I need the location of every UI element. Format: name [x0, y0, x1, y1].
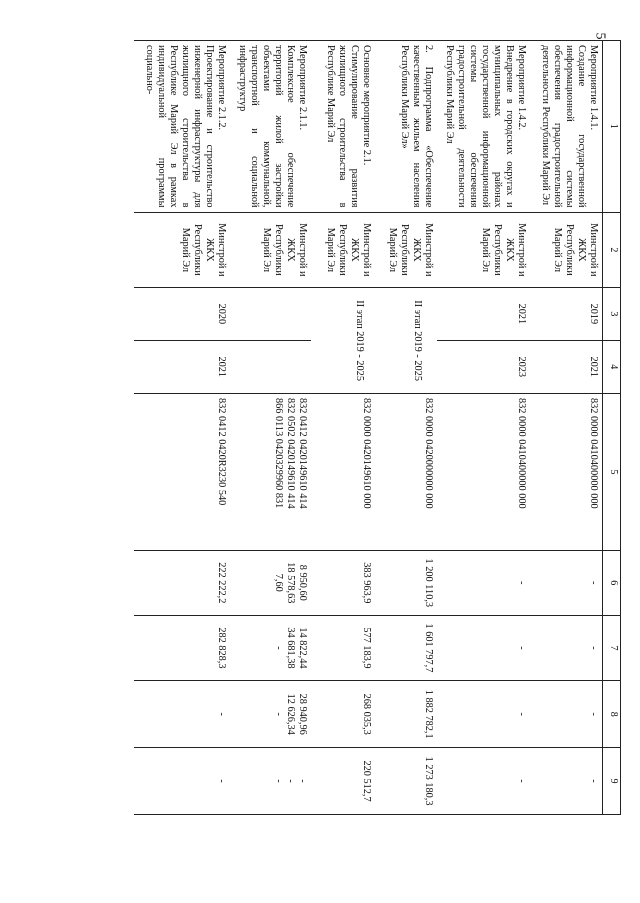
column-number: 8 [603, 681, 621, 748]
amount-col-9 [438, 748, 531, 815]
start-year: 2021 [438, 288, 531, 340]
amount-value: 1 200 110,3 [423, 558, 435, 608]
amount-col-7 [376, 615, 438, 681]
amount-col-8 [438, 681, 531, 748]
amount-value: 383 963,9 [361, 562, 373, 604]
column-number: 6 [603, 551, 621, 616]
budget-code [376, 394, 438, 551]
measure-title: Мероприятие 2.1.2. [216, 45, 228, 131]
budget-code-line: 866 0113 0420329960 831 [273, 398, 285, 509]
responsible-executor: Минстрой и ЖКХ Республики Марий Эл [312, 212, 376, 288]
measure-description: Стимулирование развития жилищного строительства в Республике Марий Эл [325, 45, 361, 208]
amount-value: 1 273 180,3 [423, 756, 435, 806]
measure-name-cell [376, 41, 438, 213]
end-year: 2023 [438, 340, 531, 393]
column-number: 2 [603, 212, 621, 288]
amount-value: 1 601 797,7 [423, 623, 435, 673]
amount-value: - [516, 712, 528, 716]
end-year: 2021 [531, 340, 603, 393]
end-year: 2021 [135, 340, 231, 393]
start-year [231, 288, 312, 340]
amount-value: - [588, 712, 599, 716]
budget-code [312, 394, 376, 551]
measure-name-cell [438, 41, 531, 213]
amount-value: - [588, 779, 599, 783]
column-number-row [603, 41, 621, 815]
amount-value: 220 512,7 [361, 760, 373, 802]
implementation-period: II этап 2019 - 2025 [376, 288, 438, 394]
amount-value: 34 681,38 [285, 627, 297, 669]
measure-title: Мероприятие 2.1.1. [297, 45, 309, 131]
amount-value: 268 035,3 [361, 693, 373, 735]
amount-value: - [516, 779, 528, 783]
amount-value: - [216, 779, 228, 783]
amount-value: - [516, 646, 528, 650]
amount-col-8 [312, 681, 376, 748]
amount-col-8 [231, 681, 312, 748]
measure-description: 2. Подпрограмма «Обеспечение качественным жильем населения Республики Марий Эл» [399, 45, 435, 208]
budget-code [231, 394, 312, 551]
amount-col-9 [312, 748, 376, 815]
measure-title: Мероприятие 1.4.2. [516, 45, 528, 131]
amount-col-7 [438, 615, 531, 681]
amount-col-6 [312, 551, 376, 616]
column-number: 3 [603, 288, 621, 340]
measure-description: Комплексное обеспечение территорий жилой застройки объектами коммунальной, транспортной и социальной инфраструктур [237, 45, 297, 208]
budget-code [438, 394, 531, 551]
amount-col-7 [312, 615, 376, 681]
table-row [135, 41, 231, 815]
amount-value: - [297, 779, 309, 783]
amount-value: - [216, 712, 228, 716]
budget-code-line: 832 0000 0410400000 000 [588, 398, 599, 509]
amount-col-8 [376, 681, 438, 748]
amount-value: - [273, 646, 285, 650]
amount-col-9 [231, 748, 312, 815]
responsible-executor: Минстрой и ЖКХ Республики Марий Эл [135, 212, 231, 288]
amount-col-6 [438, 551, 531, 616]
measure-name-cell [312, 41, 376, 213]
rotated-landscape-table [54, 40, 621, 815]
amount-value: 222 222,2 [216, 562, 228, 604]
implementation-period: II этап 2019 - 2025 [312, 288, 376, 394]
table-header [603, 41, 621, 815]
amount-value: 28 940,96 [297, 693, 309, 735]
amount-col-9 [531, 748, 603, 815]
amount-value: 18 578,63 [285, 562, 297, 604]
amount-value: 577 183,9 [361, 627, 373, 669]
budget-code [135, 394, 231, 551]
responsible-executor: Минстрой и ЖКХ Республики Марий Эл [376, 212, 438, 288]
amount-value: - [588, 646, 599, 650]
amount-value: - [588, 581, 599, 585]
budget-code-line: 832 0000 0420149610 000 [361, 398, 373, 509]
amount-col-6 [376, 551, 438, 616]
budget-code [531, 394, 603, 551]
table-row [438, 41, 531, 815]
measure-title: Основное мероприятие 2.1. [361, 45, 373, 166]
column-number: 9 [603, 748, 621, 815]
amount-col-8 [531, 681, 603, 748]
measure-description: Внедрение в городских округах и муниципальных районах государственной информационной системы обеспечения градостроительной деятельности Республики Марий Эл [444, 45, 516, 208]
measure-name-cell [135, 41, 231, 213]
responsible-executor: Минстрой и ЖКХ Республики Марий Эл [531, 212, 603, 288]
budget-code-line: 832 0412 0420149610 414 [297, 398, 309, 509]
column-number: 4 [603, 340, 621, 393]
table-row [231, 41, 312, 815]
program-table [135, 40, 622, 815]
amount-value: 7,60 [273, 573, 285, 592]
table-row [312, 41, 376, 815]
measure-description: Проектирование и строительство инженерной инфраструктуры для жилищного строительства в Республике Марий Эл в рамках индивидуальной программы социально- [144, 45, 216, 208]
end-year [231, 340, 312, 393]
page-number: 5 [592, 32, 608, 40]
measure-name-cell [531, 41, 603, 213]
amount-col-6 [231, 551, 312, 616]
amount-value: - [516, 581, 528, 585]
amount-value: 14 822,44 [297, 627, 309, 669]
column-number: 7 [603, 615, 621, 681]
amount-value: 8 950,60 [297, 564, 309, 601]
budget-code-line: 832 0000 0420000000 000 [423, 398, 435, 509]
responsible-executor: Минстрой и ЖКХ Республики Марий Эл [231, 212, 312, 288]
budget-code-line: 832 0412 0420R3230 540 [216, 398, 228, 506]
amount-col-9 [376, 748, 438, 815]
measure-title: Мероприятие 1.4.1. [588, 45, 599, 131]
amount-value: - [273, 779, 285, 783]
amount-col-7 [231, 615, 312, 681]
start-year: 2019 [531, 288, 603, 340]
amount-value: 1 882 782,1 [423, 689, 435, 739]
amount-value: 12 626,34 [285, 693, 297, 735]
amount-col-6 [135, 551, 231, 616]
measure-description: Создание государственной информационной системы обеспечения градостроительной деятельности Республики Марий Эл [540, 45, 587, 208]
amount-col-7 [531, 615, 603, 681]
column-number: 5 [603, 394, 621, 551]
amount-value: - [285, 779, 297, 783]
start-year: 2020 [135, 288, 231, 340]
amount-value: 282 828,3 [216, 627, 228, 669]
amount-col-9 [135, 748, 231, 815]
table-row [531, 41, 603, 815]
amount-col-6 [531, 551, 603, 616]
amount-value: - [273, 712, 285, 716]
budget-code-line: 832 0000 0410400000 000 [516, 398, 528, 509]
table-row [376, 41, 438, 815]
table-body [135, 41, 603, 815]
amount-col-8 [135, 681, 231, 748]
measure-name-cell [231, 41, 312, 213]
column-number: 1 [603, 41, 621, 213]
responsible-executor: Минстрой и ЖКХ Республики Марий Эл [438, 212, 531, 288]
amount-col-7 [135, 615, 231, 681]
budget-code-line: 832 0502 0420149610 414 [285, 398, 297, 509]
